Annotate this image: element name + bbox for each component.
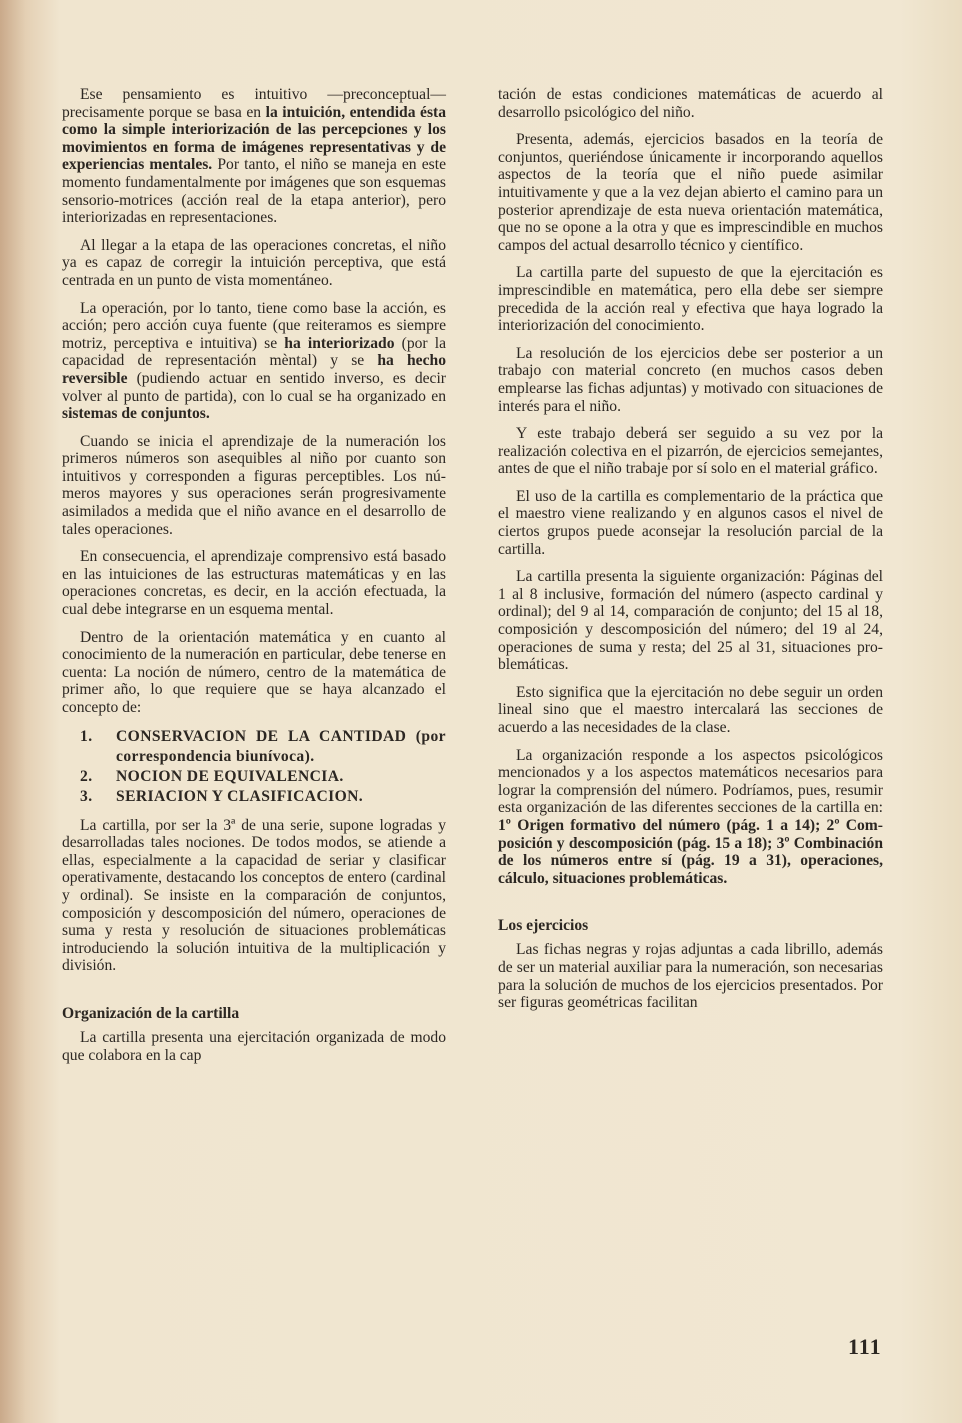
paragraph: La cartilla presenta una ejercitación organizada de modo que colabora en la cap <box>62 1028 446 1064</box>
section-heading: Organización de la cartilla <box>62 1004 240 1022</box>
paragraph: La resolución de los ejercicios debe ser posterior a un trabajo con material concreto (en muchos casos deben emplearse las fichas adjuntas) y motivado con situaciones de interés para el niño. <box>498 344 883 415</box>
paragraph: Ese pensamiento es intuitivo —preconceptual— precisamente porque se basa en la intuición, entendida ésta como la simple interiorización de las percepciones y los movimientos en forma de imágenes representativas y de experiencias mentales. Por tanto, el niño se maneja en este momento fundamentalmente por imágenes que son esquemas sensorio-motrices (acción real de la etapa anterior), pero interiorizadas en representaciones. <box>62 86 447 227</box>
paragraph: tación de estas condiciones matemáticas de acuerdo al desarrollo psicológico del niño. <box>498 86 883 121</box>
paragraph: La cartilla presenta la siguiente organización: Páginas del 1 al 8 inclusive, formación del número (aspecto cardinal y ordinal); del 9 al 14, comparación de conjunto; del 15 al 18, composición y descomposición del número; del 19 al 24, operaciones de suma y resta; del 25 al 31, situaciones problemáticas. <box>498 568 883 674</box>
concept-item: 2. NOCION DE EQUIVALENCIA. <box>80 767 344 785</box>
paragraph: Cuando se inicia el aprendizaje de la numeración los primeros números son asequibles al niño por cuanto son intuitivos y corresponden a figuras perceptibles. Los números mayores y sus operaciones serán progresivamente asimilados a medida que el niño avance en el desarrollo de tales operaciones. <box>62 432 446 538</box>
paragraph: La cartilla parte del supuesto de que la ejercitación es imprescindible en matemática, pero ella debe ser siempre precedida de la acción real y efectiva que haya logrado la interiorización del conocimiento. <box>498 264 883 335</box>
right-column <box>498 86 883 1022</box>
paragraph: Las fichas negras y rojas adjuntas a cada librillo, además de ser un material auxiliar para la numeración, son necesarias para la solución de muchos de los ejercicios presentados. Por ser figuras geométricas facilitan <box>498 941 883 1012</box>
paragraph: Al llegar a la etapa de las operaciones concretas, el niño ya es capaz de corregir la intuición perceptiva, que está centrada en un punto de vista momentáneo. <box>62 236 446 289</box>
paragraph: Presenta, además, ejercicios basados en la teoría de conjuntos, queriéndose únicamente ir incorporando aquellos aspectos de la teoría que el niño puede asimilar intuitivamente y que a la vez dejan abierto el camino para un posterior aprendizaje de esta nueva orientación matemática, que no se opone a la otra y que es imprescindible en muchos campos del actual desarrollo técnico y científico. <box>498 131 883 254</box>
paragraph: Dentro de la orientación matemática y en cuanto al conocimiento de la numeración en particular, debe tenerse en cuenta: La noción de número, centro de la matemática de primer año, lo que requiere que se haya alcanzado el concepto de: <box>62 628 446 716</box>
section-heading: Los ejercicios <box>498 917 589 935</box>
left-column <box>62 86 446 1074</box>
paragraph: Esto significa que la ejercitación no debe seguir un orden lineal sino que el maestro intercalará las secciones de acuerdo a las necesidades de la clase. <box>498 683 883 736</box>
paragraph: El uso de la cartilla es complementario de la práctica que el maestro viene realizando y en algunos casos el nivel de ciertos grupos puede aconsejar la resolución parcial de la cartilla. <box>498 487 883 558</box>
concept-item: 3. SERIACION Y CLASIFICACION. <box>80 787 364 805</box>
paragraph: La operación, por lo tanto, tiene como base la acción, es acción; pero acción cuya fuente (que reiteramos es siempre motriz, perceptiva e intuitiva) se ha interiorizado (por la capacidad de representación mèntal) y se ha hecho reversible (pudiendo actuar en sentido inverso, es decir volver al punto de partida), con lo cual se ha organizado en sistemas de conjuntos. <box>62 299 446 423</box>
paragraph: Y este trabajo deberá ser seguido a su vez por la realización colectiva en el pizarrón, de ejercicios semejantes, antes de que el niño trabaje por sí solo en el material gráfico. <box>498 425 883 478</box>
paragraph: En consecuencia, el aprendizaje comprensivo está basado en las intuiciones de las estructuras matemáticas y en las operaciones concretas, es decir, en la acción efectuada, la cual debe integrarse en un esquema mental. <box>62 548 446 619</box>
page-number: 111 <box>848 1334 882 1359</box>
paragraph: La cartilla, por ser la 3ª de una serie, supone logradas y desarrolladas tales nociones. De todos modos, se atiende a ellas, especialmente a la capacidad de seriar y clasificar operativamente, destacando los conceptos de entero (cardinal y ordinal). Se insiste en la comparación de conjuntos, composición y descomposición del número, operaciones de suma y resta y resolución de situaciones problemáticas introduciendo la solución intuitiva de la multiplicación y división. <box>62 816 446 975</box>
paragraph: La organización responde a los aspectos psicológicos mencionados y a los aspectos matemáticos necesarios para lograr la comprensión del número. Podríamos, pues, resumir esta organización de las diferentes secciones de la cartilla en: 1º Origen formativo del número (pág. 1 a 14); 2º Composición y descomposición (pág. 15 a 18); 3º Combinación de los números entre sí (pág. 19 a 31), operaciones, cálculo, situaciones problemáticas. <box>498 746 883 887</box>
concept-item: 1. CONSERVACION DE LA CANTIDAD (por correspondencia biunívoca). <box>80 727 446 765</box>
concept-list <box>62 727 446 807</box>
